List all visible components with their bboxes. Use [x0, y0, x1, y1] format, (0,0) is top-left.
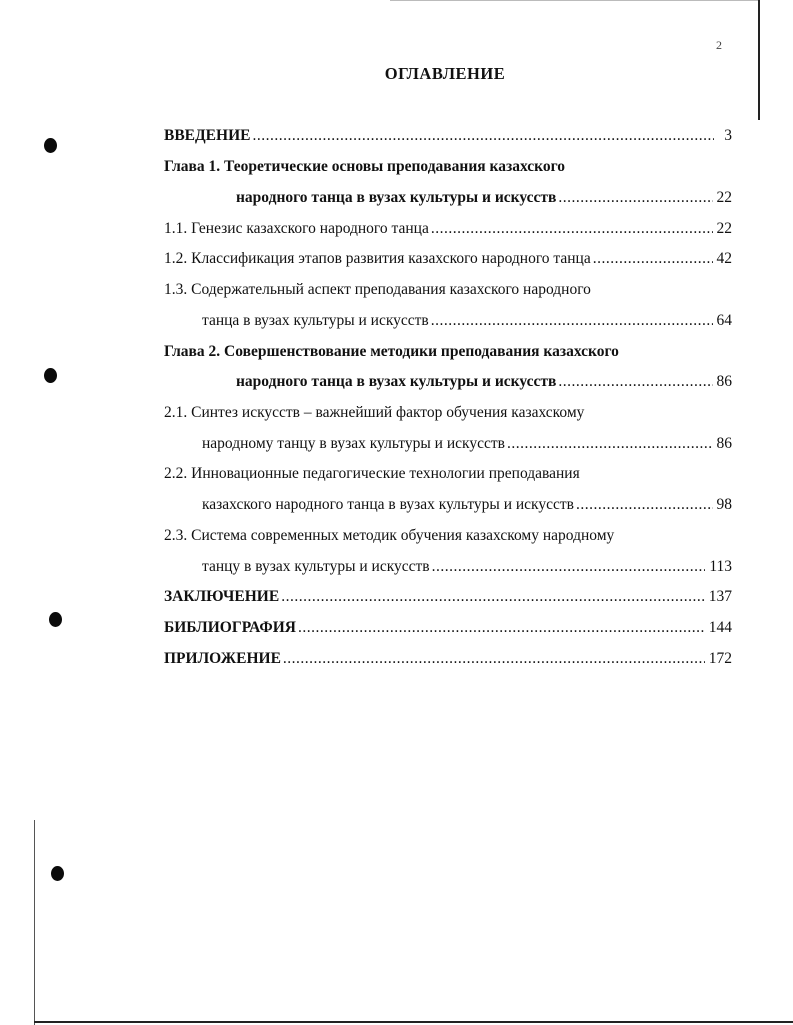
toc-entry-bibliography[interactable] [164, 617, 732, 639]
page-title: ОГЛАВЛЕНИЕ [384, 64, 506, 83]
toc-entry-1-1[interactable] [164, 218, 732, 240]
toc-entry-1-2[interactable] [164, 248, 732, 270]
punch-hole [44, 368, 57, 383]
scan-edge-top [390, 0, 760, 1]
toc-entry-page: 64 [716, 312, 732, 329]
toc-entry-page: 42 [716, 250, 732, 267]
toc-entry-page: 172 [708, 650, 732, 667]
scan-edge-left [34, 820, 35, 1025]
toc-entry-ch1-line1[interactable] [164, 156, 732, 178]
toc-entry-page: 98 [716, 496, 732, 513]
toc-entry-label: Глава 2. Совершенствование методики преподавания казахского [164, 343, 619, 360]
toc-entry-label: ЗАКЛЮЧЕНИЕ [164, 588, 280, 605]
punch-hole [44, 138, 57, 153]
toc-entry-page: 3 [724, 127, 732, 144]
toc-entry-label: Глава 1. Теоретические основы преподавания казахского [164, 158, 566, 175]
punch-hole [49, 612, 62, 627]
toc-entry-page: 86 [716, 373, 732, 390]
toc-entry-page: 113 [709, 558, 732, 575]
toc-entry-intro[interactable] [164, 125, 732, 147]
toc-entry-page: 22 [716, 220, 732, 237]
toc-entry-page: 22 [716, 189, 732, 206]
page-number: 2 [716, 38, 722, 52]
toc-entry-ch2[interactable] [164, 371, 732, 393]
toc-entry-conclusion[interactable] [164, 586, 732, 608]
toc-entry-page: 86 [716, 435, 732, 452]
toc-entry-label: 2.2. Инновационные педагогические технологии преподавания [164, 465, 580, 482]
toc-entry-page: 144 [708, 619, 732, 636]
toc-entry-label: БИБЛИОГРАФИЯ [164, 619, 296, 636]
punch-hole [51, 866, 64, 881]
toc-entry-label: 2.1. Синтез искусств – важнейший фактор обучения казахскому [164, 404, 585, 421]
toc-entry-ch2-line1[interactable] [164, 341, 732, 363]
toc-entry-label: казахского народного танца в вузах культуры и искусств [202, 496, 574, 513]
toc-entry-2-1[interactable] [164, 433, 732, 455]
toc-entry-page: 137 [708, 588, 732, 605]
toc-entry-2-2[interactable] [164, 494, 732, 516]
toc-entry-2-1-line1[interactable] [164, 402, 732, 424]
toc-entry-1-3-line1[interactable] [164, 279, 732, 301]
scan-edge-bottom [34, 1021, 793, 1023]
toc-entry-label: народного танца в вузах культуры и искусств [236, 189, 557, 206]
toc-entry-label: ПРИЛОЖЕНИЕ [164, 650, 281, 667]
toc-entry-appendix[interactable] [164, 648, 732, 670]
toc-entry-label: 1.2. Классификация этапов развития казахского народного танца [164, 250, 591, 267]
toc-entry-label: 2.3. Система современных методик обучения казахскому народному [164, 527, 615, 544]
toc-entry-label: 1.3. Содержательный аспект преподавания казахского народного [164, 281, 591, 298]
toc-entry-2-3[interactable] [164, 556, 732, 578]
toc-entry-label: 1.1. Генезис казахского народного танца [164, 220, 429, 237]
toc-entry-label: танца в вузах культуры и искусств [202, 312, 429, 329]
toc-entry-label: ВВЕДЕНИЕ [164, 127, 251, 144]
toc-entry-2-3-line1[interactable] [164, 525, 732, 547]
toc-entry-label: народному танцу в вузах культуры и искусств [202, 435, 505, 452]
toc-entry-label: танцу в вузах культуры и искусств [202, 558, 430, 575]
scan-edge-right [758, 0, 760, 120]
toc-entry-ch1[interactable] [164, 187, 732, 209]
toc-entry-label: народного танца в вузах культуры и искусств [236, 373, 557, 390]
toc-entry-1-3[interactable] [164, 310, 732, 332]
toc-entry-2-2-line1[interactable] [164, 463, 732, 485]
